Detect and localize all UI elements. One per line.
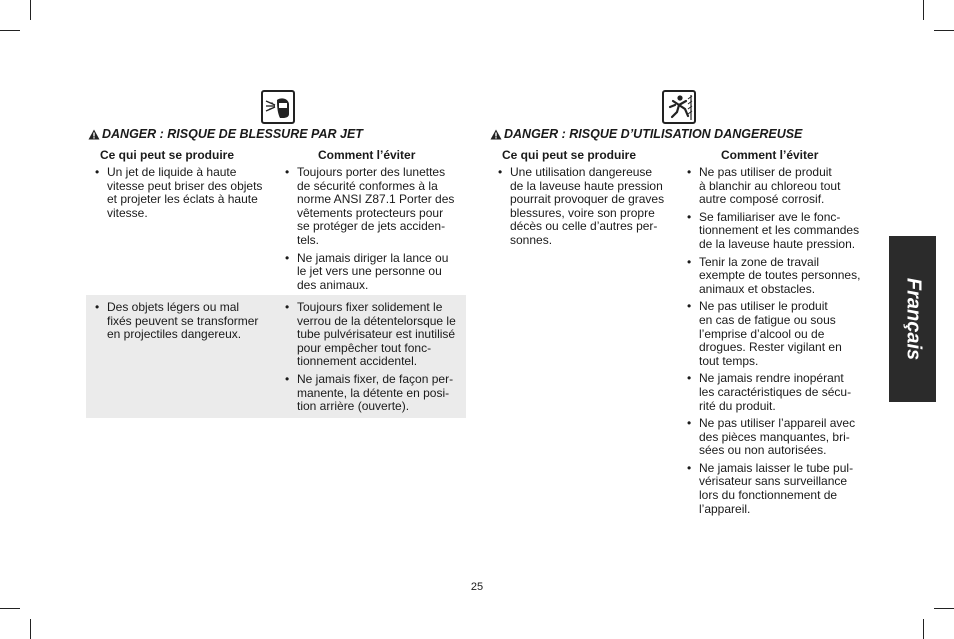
warning-triangle-icon: [490, 129, 502, 140]
left-row1-how: [285, 166, 465, 296]
crop-mark: [934, 608, 954, 609]
list-item: • Ne pas utiliser l’appareil avec des pièces manquantes, bri- sées ou non autorisées.: [687, 417, 872, 458]
left-row2-how: [285, 301, 465, 418]
left-row1-what: [95, 166, 275, 224]
list-item: • Ne jamais rendre inopérant les caractéristiques de sécu- rité du produit.: [687, 372, 872, 413]
face-shield-spray-icon: [261, 90, 295, 124]
left-row2-what: [95, 301, 275, 346]
list-item: • Toujours porter des lunettes de sécurité conformes à la norme ANSI Z87.1 Porter des vêtements protecteurs pour se protéger de jets acciden- tels.: [285, 166, 465, 248]
right-col-how-header: Comment l’éviter: [721, 148, 819, 162]
list-item: • Se familiariser ave le fonc- tionnement et les commandes de la laveuse haute pression.: [687, 211, 872, 252]
left-col-how-header: Comment l’éviter: [318, 148, 416, 162]
right-what: [498, 166, 678, 252]
right-col-what-header: Ce qui peut se produire: [502, 148, 637, 162]
right-section-title-text: DANGER : RISQUE D’UTILISATION DANGEREUSE: [504, 127, 803, 141]
crop-mark: [30, 0, 31, 20]
right-section-title: [490, 127, 802, 141]
crop-mark: [0, 608, 20, 609]
left-section-title: [88, 127, 363, 141]
crop-mark: [923, 619, 924, 639]
right-how: [687, 166, 872, 520]
list-item: • Ne pas utiliser le produit en cas de fatigue ou sous l’emprise d’alcool ou de drogues. Rester vigilant en tout temps.: [687, 300, 872, 368]
list-item: • Ne jamais diriger la lance ou le jet vers une personne ou des animaux.: [285, 252, 465, 293]
list-item: • Toujours fixer solidement le verrou de la détentelorsque le tube pulvérisateur est inutilisé pour empêcher tout fonc- tionnement accidentel.: [285, 301, 465, 369]
language-tab-label: Français: [902, 277, 924, 361]
left-col-what-header: Ce qui peut se produire: [100, 148, 235, 162]
crop-mark: [934, 30, 954, 31]
list-item: • Ne jamais fixer, de façon per- manente, la détente en posi- tion arrière (ouverte).: [285, 373, 465, 414]
list-item: • Des objets légers ou mal fixés peuvent se transformer en projectiles dangereux.: [95, 301, 275, 342]
list-item: • Tenir la zone de travail exempte de toutes personnes, animaux et obstacles.: [687, 256, 872, 297]
language-tab: [889, 236, 936, 402]
warning-triangle-icon: [88, 129, 100, 140]
list-item: • Ne jamais laisser le tube pul- vérisateur sans surveillance lors du fonctionnement de l’appareil.: [687, 462, 872, 516]
person-falling-icon: [662, 90, 696, 124]
left-section-title-text: DANGER : RISQUE DE BLESSURE PAR JET: [102, 127, 363, 141]
list-item: • Ne pas utiliser de produit à blanchir au chloreou tout autre composé corrosif.: [687, 166, 872, 207]
list-item: • Une utilisation dangereuse de la laveuse haute pression pourrait provoquer de graves blessures, voire son propre décès ou celle d’autres per- sonnes.: [498, 166, 678, 248]
crop-mark: [30, 619, 31, 639]
crop-mark: [923, 0, 924, 20]
page-number: 25: [470, 581, 484, 593]
list-item: • Un jet de liquide à haute vitesse peut briser des objets et projeter les éclats à haute vitesse.: [95, 166, 275, 220]
crop-mark: [0, 30, 20, 31]
